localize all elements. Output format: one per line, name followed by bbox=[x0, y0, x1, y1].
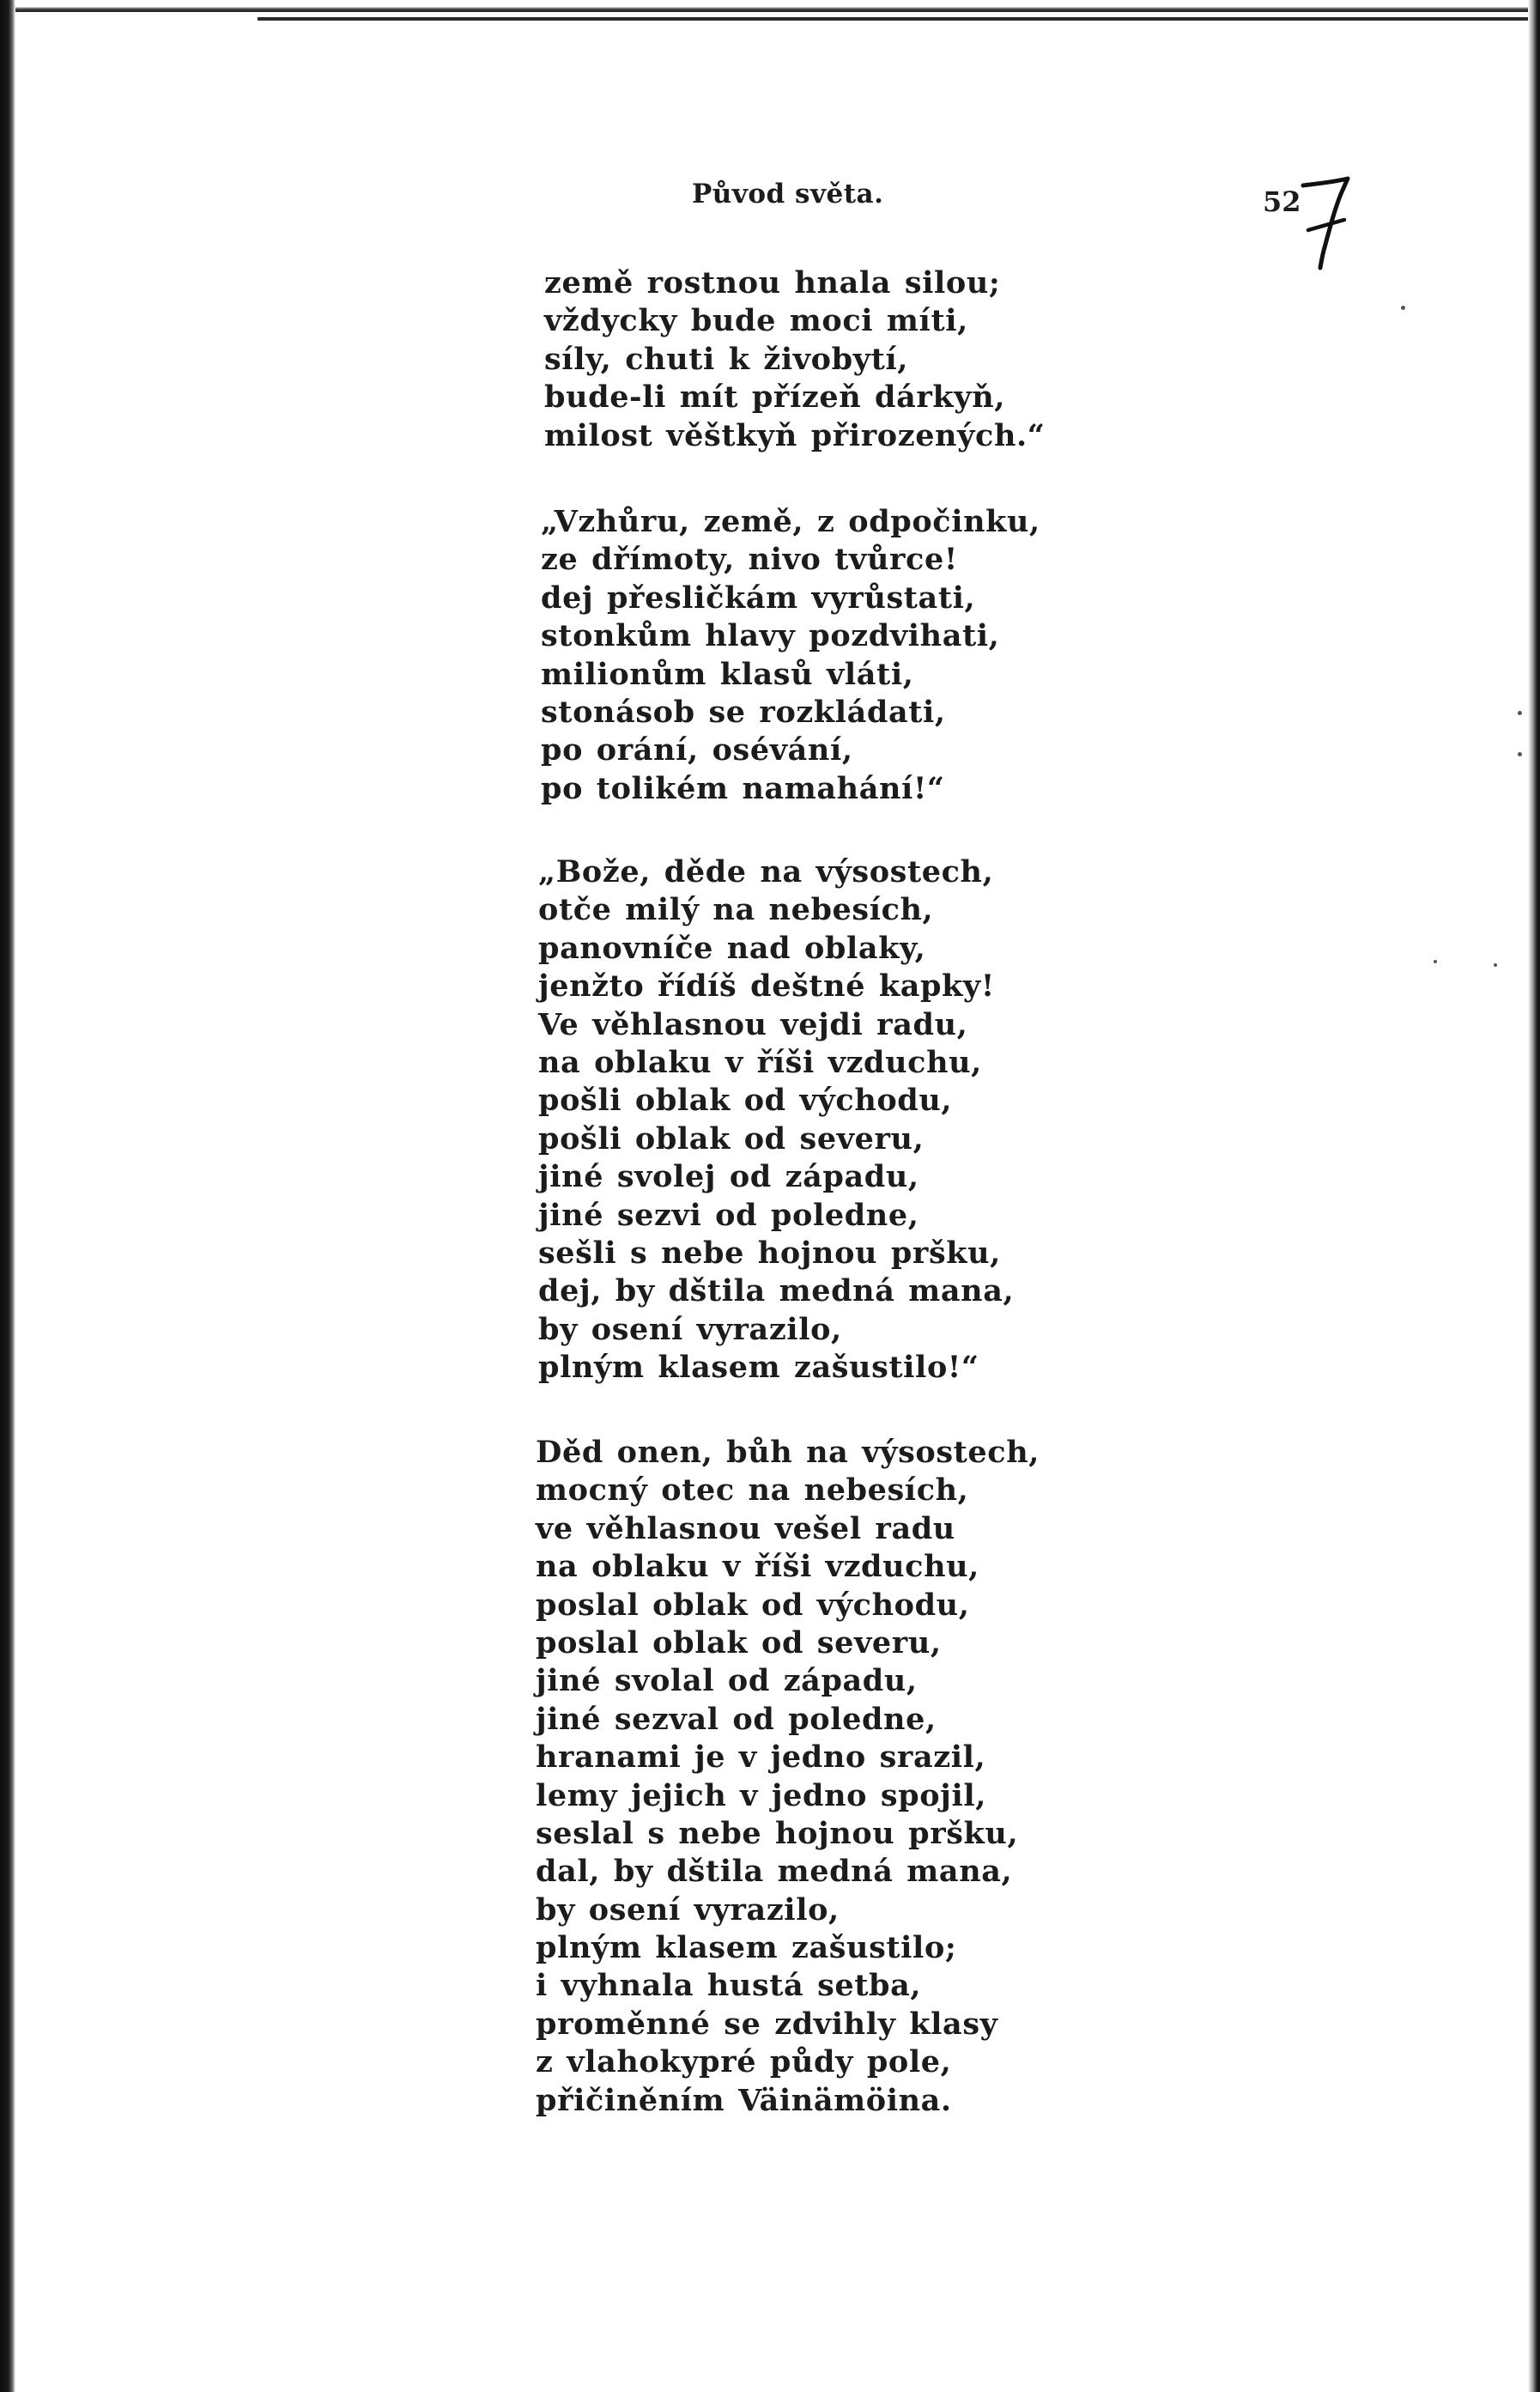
verse-line: stonkům hlavy pozdvihati, bbox=[541, 618, 1000, 654]
verse-line: vždycky bude moci míti, bbox=[544, 303, 968, 339]
verse-line: jiné svolej od západu, bbox=[538, 1159, 919, 1195]
verse-line: dal, by dštila medná mana, bbox=[536, 1854, 1013, 1890]
verse-line: jenžto řídíš deštné kapky! bbox=[538, 968, 995, 1005]
verse-line: síly, chuti k živobytí, bbox=[544, 341, 909, 377]
verse-line: seslal s nebe hojnou pršku, bbox=[536, 1815, 1019, 1851]
verse-line: hranami je v jedno srazil, bbox=[536, 1739, 986, 1776]
stanza bbox=[544, 264, 1046, 455]
verse-line: „Vzhůru, země, z odpočinku, bbox=[541, 504, 1040, 539]
verse-line: bude-li mít přízeň dárkyň, bbox=[544, 379, 1006, 416]
verse-line: plným klasem zašustilo; bbox=[536, 1930, 957, 1966]
verse-line: přičiněním Väinämöina. bbox=[536, 2082, 952, 2118]
verse-line: sešli s nebe hojnou pršku, bbox=[538, 1235, 1001, 1271]
stanza bbox=[541, 503, 1040, 808]
verse-line: stonásob se rozkládati, bbox=[541, 694, 946, 730]
verse-line: lemy jejich v jedno spojil, bbox=[536, 1777, 987, 1813]
verse-line: poslal oblak od severu, bbox=[536, 1624, 942, 1660]
verse-line: plným klasem zašustilo!“ bbox=[538, 1350, 979, 1386]
verse-line: po tolikém namahání!“ bbox=[541, 770, 945, 806]
verse-line: milionům klasů vláti, bbox=[541, 656, 914, 692]
stanza bbox=[536, 1434, 1040, 2120]
verse-line: jiné sezval od poledne, bbox=[536, 1701, 937, 1737]
verse-line: proměnné se zdvihly klasy bbox=[536, 2006, 998, 2042]
verse-line: by osení vyrazilo, bbox=[538, 1311, 842, 1347]
verse-line: jiné sezvi od poledne, bbox=[538, 1197, 919, 1233]
running-head: Původ světa. bbox=[692, 179, 884, 209]
verse-line: na oblaku v říši vzduchu, bbox=[536, 1549, 979, 1585]
stanza bbox=[538, 853, 1014, 1387]
verse-line: milost věštkyň přirozených.“ bbox=[544, 417, 1046, 453]
verse-line: pošli oblak od východu, bbox=[538, 1083, 953, 1119]
verse-line: po orání, osévání, bbox=[541, 732, 853, 768]
verse-line: by osení vyrazilo, bbox=[536, 1891, 840, 1928]
verse-line: dej přesličkám vyrůstati, bbox=[541, 580, 976, 616]
verse-line: ve věhlasnou vešel radu bbox=[536, 1510, 955, 1546]
page-number: 52 bbox=[1263, 185, 1301, 218]
verse-line: poslal oblak od východu, bbox=[536, 1587, 970, 1623]
verse-line: mocný otec na nebesích, bbox=[536, 1472, 969, 1509]
verse-line: ze dřímoty, nivo tvůrce! bbox=[541, 542, 958, 578]
verse-line: Ve věhlasnou vejdi radu, bbox=[538, 1006, 968, 1042]
verse-line: pošli oblak od severu, bbox=[538, 1120, 925, 1157]
verse-line: panovníče nad oblaky, bbox=[538, 930, 926, 966]
verse-line: dej, by dštila medná mana, bbox=[538, 1273, 1015, 1309]
verse-line: jiné svolal od západu, bbox=[536, 1663, 918, 1699]
verse-line: i vyhnala hustá setba, bbox=[536, 1968, 922, 2004]
verse-line: otče milý na nebesích, bbox=[538, 892, 934, 928]
verse-line: Děd onen, bůh na výsostech, bbox=[536, 1435, 1040, 1470]
verse-line: „Bože, děde na výsostech, bbox=[538, 854, 994, 889]
verse-line: země rostnou hnala silou; bbox=[544, 265, 1001, 301]
verse-line: na oblaku v říši vzduchu, bbox=[538, 1044, 982, 1080]
verse-line: z vlahokypré půdy pole, bbox=[536, 2044, 952, 2080]
